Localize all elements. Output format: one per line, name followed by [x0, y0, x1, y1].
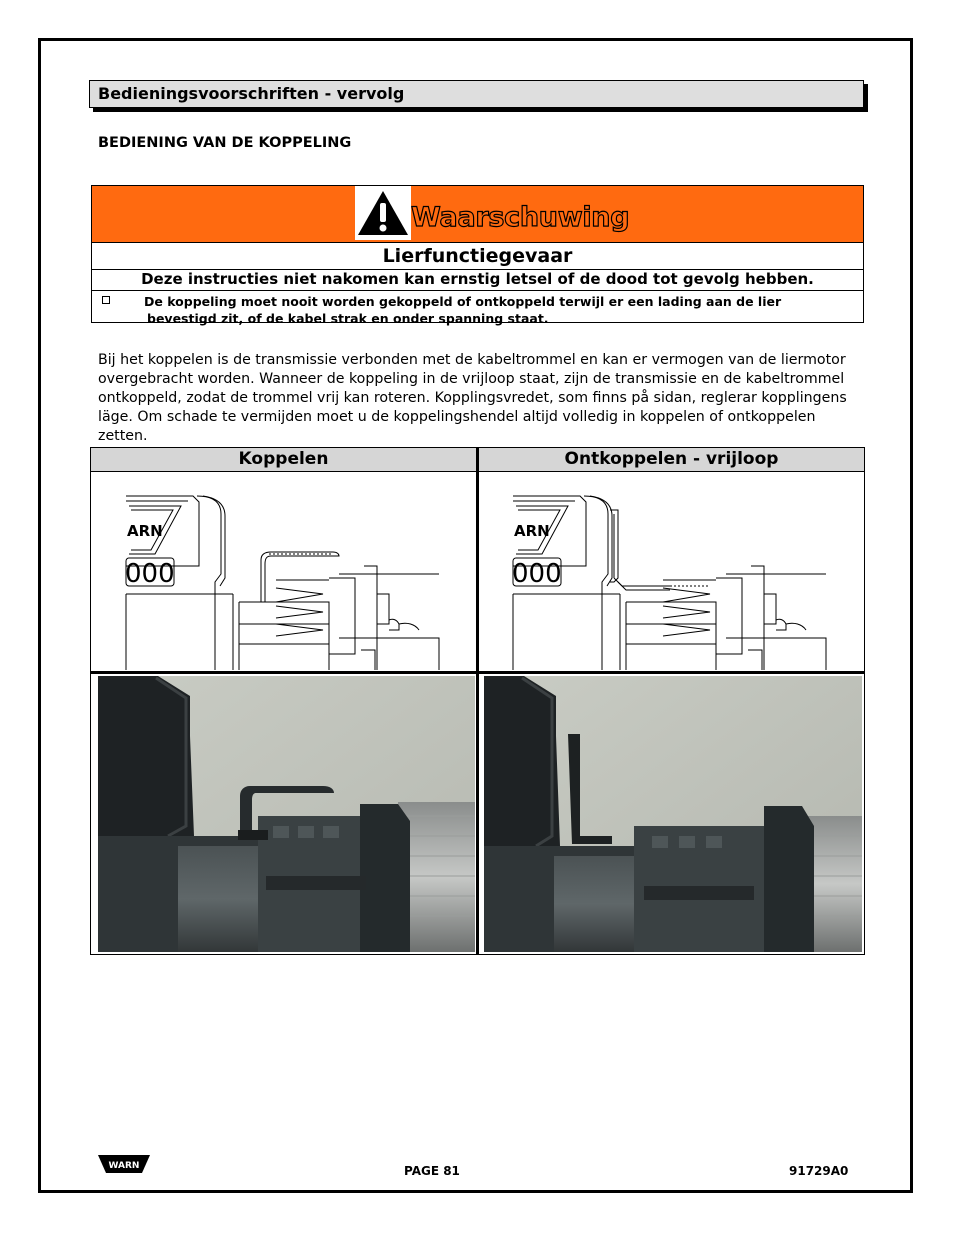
- drawing-number-text: 000: [512, 559, 562, 589]
- warn-logo-text: WARN: [108, 1161, 140, 1171]
- column-header-freespool: Ontkoppelen - vrijloop: [479, 448, 864, 472]
- footer-doc-code: 91729A0: [789, 1164, 849, 1178]
- body-paragraph: [98, 351, 868, 446]
- warning-bullet-line-2: bevestigd zit, of de kabel strak en onder spanning staat.: [147, 311, 549, 326]
- subheading: BEDIENING VAN DE KOPPELING: [98, 135, 352, 151]
- warning-title: Waarschuwing: [411, 202, 630, 233]
- photo-engaged: [98, 676, 475, 952]
- warn-logo-icon: [98, 1153, 150, 1179]
- warning-bullet: [92, 291, 863, 325]
- row-divider: [91, 671, 864, 674]
- body-line-2: overgebracht worden. Wanneer de koppeling in de vrijloop staat, zijn de transmissie en de kabeltrommel: [98, 371, 845, 387]
- drawing-freespool: [480, 474, 863, 670]
- warning-triangle-icon: [355, 186, 411, 240]
- footer-page-number: PAGE 81: [404, 1164, 460, 1178]
- drawing-logo-text: ARN: [514, 522, 550, 540]
- body-line-1: Bij het koppelen is de transmissie verbonden met de kabeltrommel en kan er vermogen van de liermotor: [98, 352, 846, 368]
- drawing-logo-text: ARN: [127, 522, 163, 540]
- clutch-table: [90, 447, 865, 955]
- column-header-engaged: Koppelen: [91, 448, 476, 472]
- drawing-number-text: 000: [125, 559, 175, 589]
- drawing-engaged: [93, 474, 475, 670]
- column-divider: [476, 448, 479, 954]
- section-header: Bedieningsvoorschriften - vervolg: [89, 80, 864, 108]
- photo-freespool: [484, 676, 862, 952]
- body-line-4: läge. Om schade te vermijden moet u de koppelingshendel altijd volledig in koppelen of ontkoppelen zetten.: [98, 409, 816, 444]
- warning-header: [92, 186, 863, 243]
- consequence-text: Deze instructies niet nakomen kan ernstig letsel of de dood tot gevolg hebben.: [92, 270, 863, 291]
- warning-box: [91, 185, 864, 326]
- warning-bullet-text: [144, 293, 844, 327]
- checkbox-bullet-icon: [102, 296, 110, 304]
- body-line-3: ontkoppeld, zodat de trommel vrij kan roteren. Kopplingsvredet, som finns på sidan, reglerar kopplingens: [98, 390, 847, 406]
- hazard-title: Lierfunctiegevaar: [92, 243, 863, 270]
- warning-bullet-line-1: De koppeling moet nooit worden gekoppeld of ontkoppeld terwijl er een lading aan de lier: [144, 294, 782, 309]
